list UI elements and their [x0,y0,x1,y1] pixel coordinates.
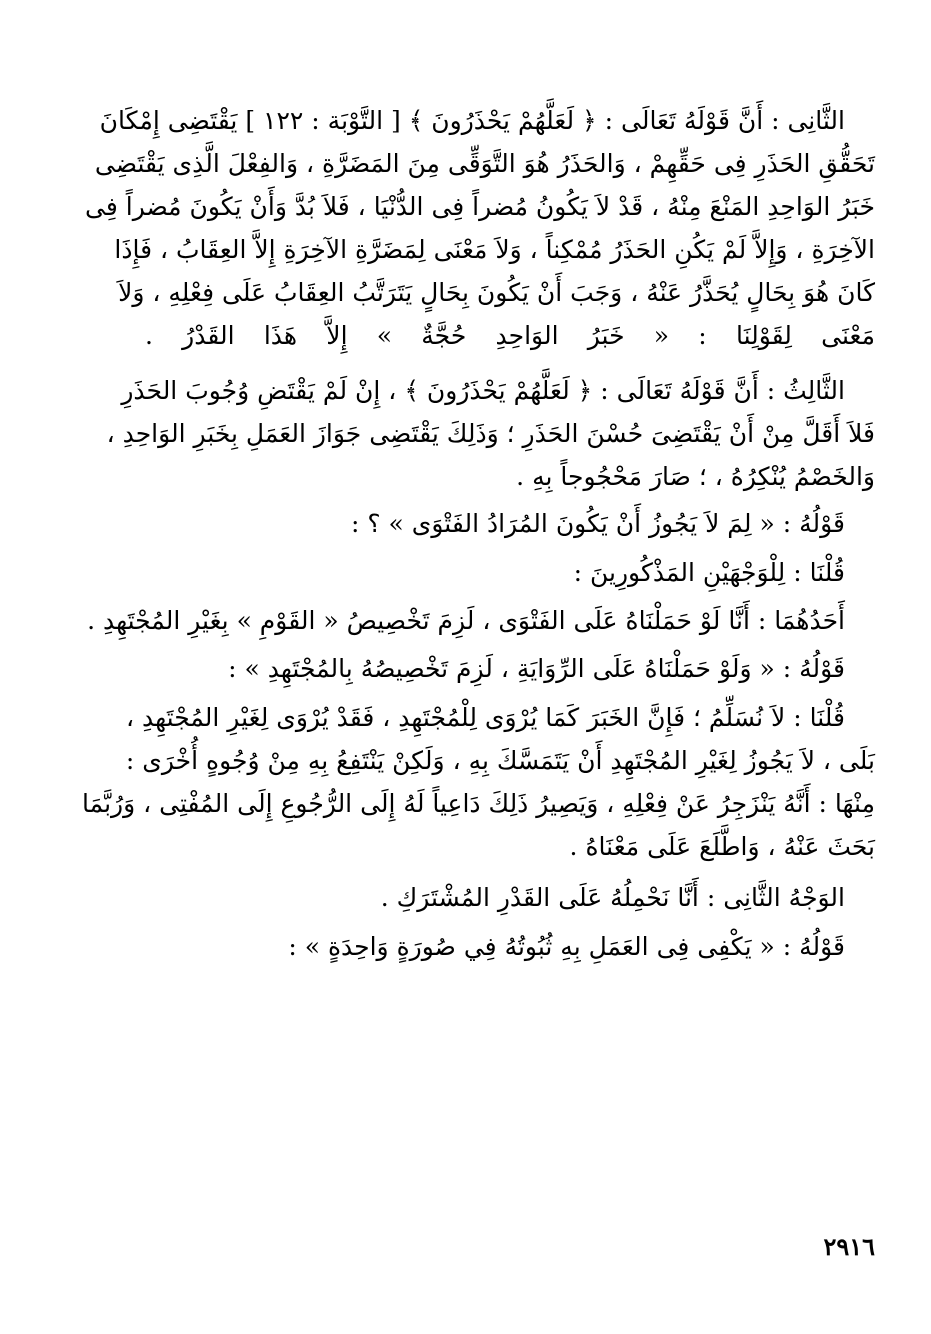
paragraph-line: الآخِرَةِ ، وَإِلاَّ لَمْ يَكُنِ الحَذَرُ مُمْكِناً ، وَلاَ مَعْنَى لِمَضَرَّةِ الآخِرَةِ إِلاَّ العِقَابُ ، فَإِذَا [114,235,875,264]
paragraph-line: وَالخَصْمُ يُنْكِرُهُ ، ؛ صَارَ مَحْجُوجاً بِهِ . [516,462,875,491]
paragraph-line: فَلاَ أَقَلَّ مِنْ أَنْ يَقْتَضِىَ حُسْنَ الحَذَرِ ؛ وَذَلِكَ يَقْتَضِى جَوَازَ العَمَلِ بِخَبَرِ الوَاحِدِ ، [106,419,875,448]
paragraph-line: مَعْنَى لِقَوْلِنَا : « خَبَرُ الوَاحِدِ حُجَّةٌ » إِلاَّ هَذَا القَدْرُ . [145,321,875,350]
paragraph-line: قُلْنَا : لاَ نُسَلِّمُ ؛ فَإِنَّ الخَبَرَ كَمَا يُرْوَى لِلْمُجْتَهِدِ ، فَقَدْ يُرْوَى لِغَيْرِ المُجْتَهِدِ ، [125,703,845,732]
paragraph-line: الثَّالِثُ : أَنَّ قَوْلَهُ تَعَالَى : ﴿ لَعَلَّهُمْ يَحْذَرُونَ ﴾ ، إِنْ لَمْ يَقْتَضِ وُجُوبَ الحَذَرِ [121,376,845,405]
paragraph-line: خَبَرُ الوَاحِدِ المَنْعَ مِنْهُ ، قَدْ لاَ يَكُونُ مُضراً فِى الدُّنْيَا ، فَلاَ بُدَّ وَأَنْ يَكُونَ مُضراً فِى [85,192,875,221]
paragraph-line: قَوْلُهُ : « لِمَ لاَ يَجُوزُ أَنْ يَكُونَ المُرَادُ الفَتْوَى » ؟ : [350,509,845,538]
paragraph-line: الثَّانِى : أَنَّ قَوْلَهُ تَعَالَى : ﴿ لَعَلَّهُمْ يَحْذَرُونَ ﴾ [ التَّوْبَة : ١٢٢ ] يَقْتَضِى إِمْكَانَ [99,106,845,135]
paragraph-line: قُلْنَا : لِلْوَجْهَيْنِ المَذْكُورِينَ : [573,558,845,587]
paragraph-line: الوَجْهُ الثَّانِى : أَنَّا نَحْمِلُهُ عَلَى القَدْرِ المُشْتَرَكِ . [380,883,845,912]
paragraph-line: قَوْلُهُ : « يَكْفِى فِى العَمَلِ بِهِ ثُبُوتُهُ فِي صُورَةٍ وَاحِدَةٍ » : [288,932,845,961]
paragraph-line: قَوْلُهُ : « وَلَوْ حَمَلْنَاهُ عَلَى الرِّوَايَةِ ، لَزِمَ تَخْصِيصُهُ بِالمُجْتَهِدِ » : [228,654,845,683]
page-number: ٢٩١٦ [823,1232,875,1261]
paragraph-line: أَحَدُهُمَا : أَنَّا لَوْ حَمَلْنَاهُ عَلَى الفَتْوَى ، لَزِمَ تَخْصِيصُ « القَوْمِ » بِغَيْرِ المُجْتَهِدِ . [87,606,845,635]
paragraph-line: تَحَقُّقِ الحَذَرِ فِى حَقِّهِمْ ، وَالحَذَرُ هُوَ التَّوَقِّى مِنَ المَضَرَّةِ ، وَالفِعْلَ الَّذِى يَقْتَضِى [94,149,875,178]
paragraph-line: مِنْهَا : أَنَّهُ يَنْزَجِرُ عَنْ فِعْلِهِ ، وَيَصِيرُ ذَلِكَ دَاعِياً لَهُ إِلَى الرُّجُوعِ إِلَى المُفْتِى ، وَرُبَّمَا [82,789,875,818]
paragraph-line: كَانَ هُوَ بِحَالٍ يُحَذَّرُ عَنْهُ ، وَجَبَ أَنْ يَكُونَ بِحَالٍ يَتَرَتَّبُ العِقَابُ عَلَى فِعْلِهِ ، وَلاَ [118,278,875,307]
paragraph-line: بَلَى ، لاَ يَجُوزُ لِغَيْرِ المُجْتَهِدِ أَنْ يَتَمَسَّكَ بِهِ ، وَلَكِنْ يَنْتَفِعُ بِهِ مِنْ وُجُوهٍ أُخْرَى : [125,746,875,775]
paragraph-line: بَحَثَ عَنْهُ ، وَاطَّلَعَ عَلَى مَعْنَاهُ . [569,832,875,861]
